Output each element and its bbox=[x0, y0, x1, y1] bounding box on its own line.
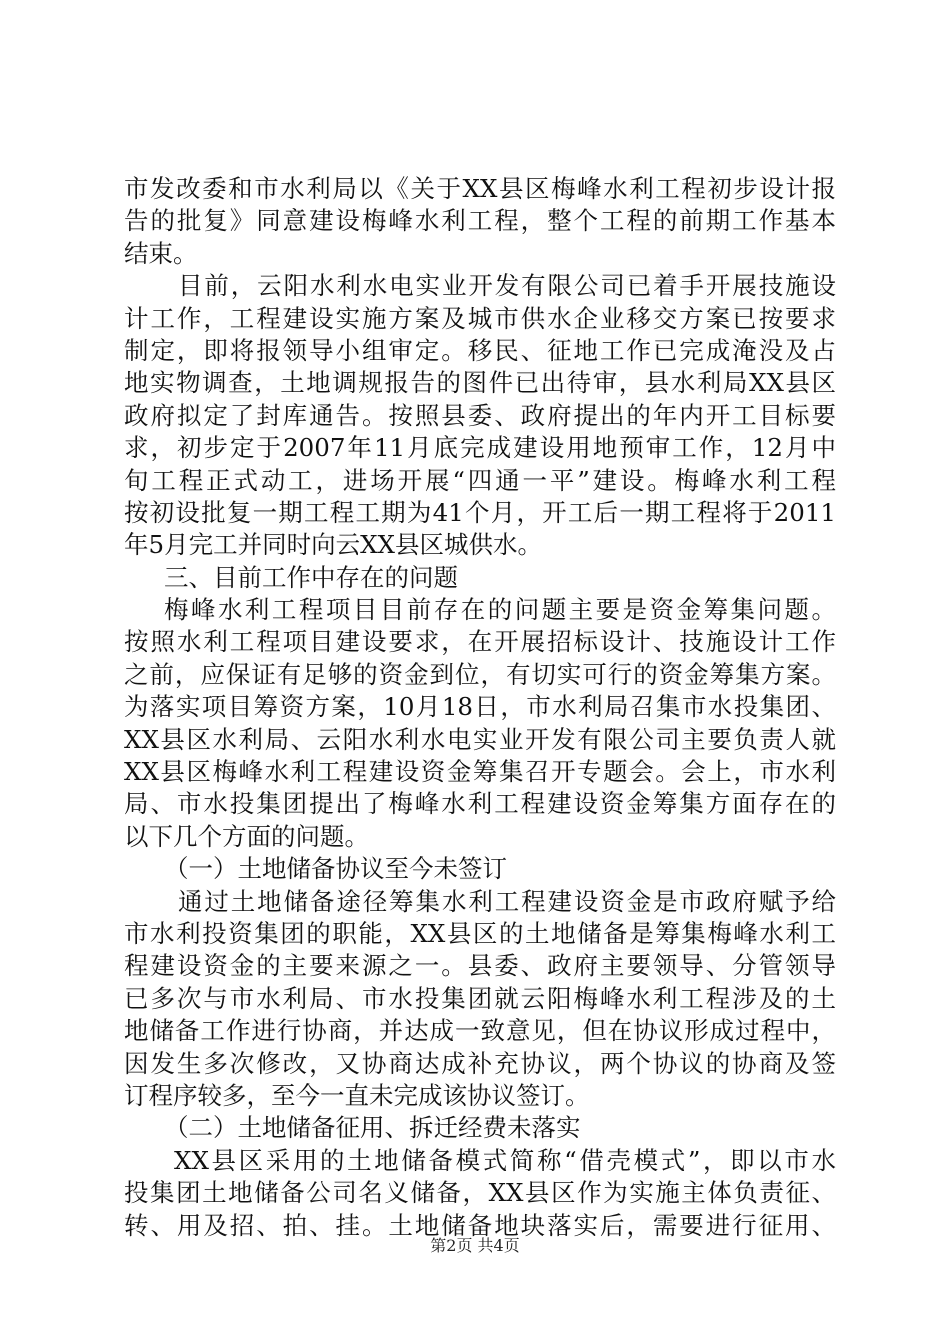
text-line: 以下几个方面的问题。 bbox=[124, 821, 369, 851]
text-line: 旬工程正式动工，进场开展“四通一平”建设。梅峰水利工程 bbox=[124, 465, 836, 495]
text-line: 市水利投资集团的职能，XX县区的土地储备是筹集梅峰水利工 bbox=[124, 918, 836, 948]
text-line: 转、用及招、拍、挂。土地储备地块落实后，需要进行征用、 bbox=[124, 1210, 836, 1240]
text-line: 按初设批复一期工程工期为41个月，开工后一期工程将于2011 bbox=[124, 497, 836, 527]
text-line: （二）土地储备征用、拆迁经费未落实 bbox=[164, 1113, 581, 1143]
text-line: 按照水利工程项目建设要求，在开展招标设计、技施设计工作 bbox=[124, 627, 836, 657]
text-line: 政府拟定了封库通告。按照县委、政府提出的年内开工目标要 bbox=[124, 400, 836, 430]
text-line: 订程序较多，至今一直未完成该协议签订。 bbox=[124, 1080, 590, 1110]
text-line: 三、目前工作中存在的问题 bbox=[164, 562, 458, 592]
text-line: 告的批复》同意建设梅峰水利工程，整个工程的前期工作基本 bbox=[124, 206, 836, 236]
text-line: 目前，云阳水利水电实业开发有限公司已着手开展技施设 bbox=[178, 271, 836, 301]
text-line: 为落实项目筹资方案，10月18日，市水利局召集市水投集团、 bbox=[124, 692, 836, 722]
text-line: 之前，应保证有足够的资金到位，有切实可行的资金筹集方案。 bbox=[124, 659, 836, 689]
document-body bbox=[124, 173, 836, 1242]
page-footer: 第2页 共4页 bbox=[430, 1236, 520, 1255]
text-line: 地储备工作进行协商，并达成一致意见，但在协议形成过程中， bbox=[124, 1016, 836, 1046]
text-line: 程建设资金的主要来源之一。县委、政府主要领导、分管领导 bbox=[124, 951, 836, 981]
text-line: 投集团土地储备公司名义储备，XX县区作为实施主体负责征、 bbox=[124, 1178, 836, 1208]
text-line: 局、市水投集团提出了梅峰水利工程建设资金筹集方面存在的 bbox=[124, 789, 836, 819]
text-line: 地实物调查，土地调规报告的图件已出待审，县水利局XX县区 bbox=[124, 368, 836, 398]
text-line: XX县区采用的土地储备模式简称“借壳模式”，即以市水 bbox=[174, 1145, 836, 1175]
text-line: 计工作，工程建设实施方案及城市供水企业移交方案已按要求 bbox=[124, 303, 836, 333]
text-line: 通过土地储备途径筹集水利工程建设资金是市政府赋予给 bbox=[178, 886, 836, 916]
text-line: （一）土地储备协议至今未签订 bbox=[164, 854, 507, 884]
text-line: 制定，即将报领导小组审定。移民、征地工作已完成淹没及占 bbox=[124, 335, 836, 365]
text-line: 市发改委和市水利局以《关于XX县区梅峰水利工程初步设计报 bbox=[124, 174, 836, 203]
text-line: 梅峰水利工程项目目前存在的问题主要是资金筹集问题。 bbox=[164, 595, 836, 625]
text-line: XX县区水利局、云阳水利水电实业开发有限公司主要负责人就 bbox=[124, 724, 836, 754]
text-line: 已多次与市水利局、市水投集团就云阳梅峰水利工程涉及的土 bbox=[124, 983, 836, 1013]
text-line: 年5月完工并同时向云XX县区城供水。 bbox=[124, 530, 542, 560]
text-line: XX县区梅峰水利工程建设资金筹集召开专题会。会上，市水利 bbox=[124, 757, 836, 787]
text-line: 结束。 bbox=[124, 238, 198, 268]
text-line: 求，初步定于2007年11月底完成建设用地预审工作，12月中 bbox=[124, 433, 836, 463]
text-line: 因发生多次修改，又协商达成补充协议，两个协议的协商及签 bbox=[124, 1048, 836, 1078]
